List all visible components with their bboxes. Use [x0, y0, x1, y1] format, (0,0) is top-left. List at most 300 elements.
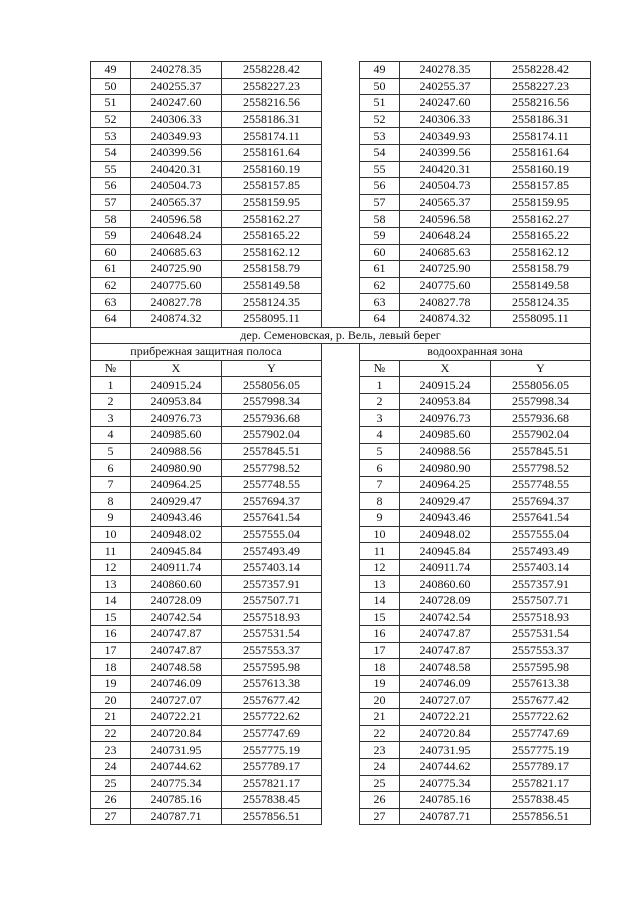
left-x-cell: 240948.02	[131, 526, 222, 543]
right-num-cell: 60	[360, 244, 400, 261]
left-y-cell: 2557821.17	[222, 775, 322, 792]
table-row	[91, 758, 591, 775]
right-num-cell: 10	[360, 526, 400, 543]
left-x-cell: 240648.24	[131, 227, 222, 244]
right-x-cell: 240747.87	[400, 626, 491, 643]
right-x-cell: 240747.87	[400, 642, 491, 659]
right-y-cell: 2558186.31	[491, 111, 591, 128]
left-num-cell: 15	[91, 609, 131, 626]
table-row	[91, 410, 591, 427]
right-x-cell: 240943.46	[400, 510, 491, 527]
table-row	[91, 178, 591, 195]
right-y-cell: 2557403.14	[491, 559, 591, 576]
column-gap	[322, 344, 360, 361]
right-y-cell: 2558124.35	[491, 294, 591, 311]
left-x-cell: 240727.07	[131, 692, 222, 709]
column-gap	[322, 178, 360, 195]
column-gap	[322, 194, 360, 211]
right-x-cell: 240720.84	[400, 725, 491, 742]
left-y-cell: 2557555.04	[222, 526, 322, 543]
left-y-cell: 2558095.11	[222, 310, 322, 327]
left-x-cell: 240728.09	[131, 593, 222, 610]
right-x-cell: 240976.73	[400, 410, 491, 427]
table-row	[91, 62, 591, 79]
column-gap	[322, 609, 360, 626]
left-y-cell: 2557748.55	[222, 476, 322, 493]
right-y-cell: 2557507.71	[491, 593, 591, 610]
left-num-cell: 2	[91, 393, 131, 410]
column-gap	[322, 244, 360, 261]
right-y-cell: 2558162.12	[491, 244, 591, 261]
table-row	[91, 792, 591, 809]
left-num-cell: 13	[91, 576, 131, 593]
right-x-cell: 240915.24	[400, 377, 491, 394]
left-x-cell: 240420.31	[131, 161, 222, 178]
section-title: дер. Семеновская, р. Вель, левый берег	[91, 327, 591, 344]
left-num-cell: 27	[91, 808, 131, 825]
left-y-cell: 2557694.37	[222, 493, 322, 510]
right-num-cell: 17	[360, 642, 400, 659]
right-x-cell: 240504.73	[400, 178, 491, 195]
left-y-cell: 2558228.42	[222, 62, 322, 79]
left-y-cell: 2558216.56	[222, 95, 322, 112]
right-y-cell: 2557748.55	[491, 476, 591, 493]
column-gap	[322, 725, 360, 742]
left-x-cell: 240731.95	[131, 742, 222, 759]
left-x-cell: 240929.47	[131, 493, 222, 510]
left-y-cell: 2558165.22	[222, 227, 322, 244]
left-y-cell: 2558174.11	[222, 128, 322, 145]
column-gap	[322, 161, 360, 178]
left-num-cell: 26	[91, 792, 131, 809]
column-gap	[322, 62, 360, 79]
left-y-cell: 2557677.42	[222, 692, 322, 709]
column-gap	[322, 742, 360, 759]
left-num-cell: 52	[91, 111, 131, 128]
left-x-cell: 240746.09	[131, 675, 222, 692]
right-y-cell: 2558162.27	[491, 211, 591, 228]
column-gap	[322, 808, 360, 825]
right-num-cell: 6	[360, 460, 400, 477]
left-x-cell: 240596.58	[131, 211, 222, 228]
right-col-y-header: Y	[491, 360, 591, 377]
left-y-cell: 2557747.69	[222, 725, 322, 742]
table-row	[91, 559, 591, 576]
table-row	[91, 294, 591, 311]
table-row	[91, 609, 591, 626]
left-x-cell: 240742.54	[131, 609, 222, 626]
left-num-cell: 17	[91, 642, 131, 659]
right-num-cell: 57	[360, 194, 400, 211]
section2-body	[91, 377, 591, 825]
right-y-cell: 2558095.11	[491, 310, 591, 327]
left-y-cell: 2557553.37	[222, 642, 322, 659]
left-x-cell: 240504.73	[131, 178, 222, 195]
right-x-cell: 240399.56	[400, 144, 491, 161]
right-x-cell: 240306.33	[400, 111, 491, 128]
column-gap	[322, 593, 360, 610]
left-y-cell: 2558186.31	[222, 111, 322, 128]
right-y-cell: 2557553.37	[491, 642, 591, 659]
column-gap	[322, 78, 360, 95]
left-num-cell: 60	[91, 244, 131, 261]
right-y-cell: 2557677.42	[491, 692, 591, 709]
left-num-cell: 51	[91, 95, 131, 112]
right-y-cell: 2557357.91	[491, 576, 591, 593]
right-num-cell: 25	[360, 775, 400, 792]
column-gap	[322, 111, 360, 128]
column-gap	[322, 775, 360, 792]
right-x-cell: 240911.74	[400, 559, 491, 576]
left-col-num-header: №	[91, 360, 131, 377]
left-x-cell: 240860.60	[131, 576, 222, 593]
left-x-cell: 240988.56	[131, 443, 222, 460]
left-x-cell: 240255.37	[131, 78, 222, 95]
table-row	[91, 393, 591, 410]
left-x-cell: 240306.33	[131, 111, 222, 128]
left-x-cell: 240945.84	[131, 543, 222, 560]
table-row	[91, 510, 591, 527]
right-x-cell: 240775.34	[400, 775, 491, 792]
right-x-cell: 240596.58	[400, 211, 491, 228]
column-gap	[322, 576, 360, 593]
column-gap	[322, 144, 360, 161]
table-row	[91, 211, 591, 228]
table-row	[91, 443, 591, 460]
left-y-cell: 2557775.19	[222, 742, 322, 759]
left-num-cell: 53	[91, 128, 131, 145]
left-x-cell: 240787.71	[131, 808, 222, 825]
left-num-cell: 50	[91, 78, 131, 95]
right-x-cell: 240964.25	[400, 476, 491, 493]
left-x-cell: 240725.90	[131, 261, 222, 278]
right-x-cell: 240775.60	[400, 277, 491, 294]
left-zone-heading: прибрежная защитная полоса	[91, 344, 322, 361]
table-row	[91, 593, 591, 610]
left-x-cell: 240911.74	[131, 559, 222, 576]
table-row	[91, 642, 591, 659]
right-num-cell: 3	[360, 410, 400, 427]
right-num-cell: 27	[360, 808, 400, 825]
left-num-cell: 11	[91, 543, 131, 560]
left-num-cell: 5	[91, 443, 131, 460]
left-y-cell: 2558149.58	[222, 277, 322, 294]
left-num-cell: 62	[91, 277, 131, 294]
left-num-cell: 49	[91, 62, 131, 79]
right-x-cell: 240725.90	[400, 261, 491, 278]
table-row	[91, 194, 591, 211]
right-y-cell: 2557641.54	[491, 510, 591, 527]
right-num-cell: 54	[360, 144, 400, 161]
left-y-cell: 2557403.14	[222, 559, 322, 576]
right-num-cell: 1	[360, 377, 400, 394]
left-y-cell: 2558227.23	[222, 78, 322, 95]
left-num-cell: 20	[91, 692, 131, 709]
left-x-cell: 240976.73	[131, 410, 222, 427]
right-x-cell: 240980.90	[400, 460, 491, 477]
left-num-cell: 16	[91, 626, 131, 643]
left-num-cell: 61	[91, 261, 131, 278]
left-num-cell: 22	[91, 725, 131, 742]
table-row	[91, 576, 591, 593]
left-num-cell: 9	[91, 510, 131, 527]
right-y-cell: 2557798.52	[491, 460, 591, 477]
left-y-cell: 2557507.71	[222, 593, 322, 610]
table-row	[91, 111, 591, 128]
right-num-cell: 23	[360, 742, 400, 759]
right-x-cell: 240860.60	[400, 576, 491, 593]
right-y-cell: 2557518.93	[491, 609, 591, 626]
column-gap	[322, 792, 360, 809]
left-y-cell: 2558157.85	[222, 178, 322, 195]
table-row	[91, 78, 591, 95]
left-num-cell: 57	[91, 194, 131, 211]
table-row	[91, 476, 591, 493]
coordinates-table	[90, 61, 591, 825]
right-y-cell: 2558228.42	[491, 62, 591, 79]
right-num-cell: 20	[360, 692, 400, 709]
right-y-cell: 2557838.45	[491, 792, 591, 809]
left-x-cell: 240980.90	[131, 460, 222, 477]
right-x-cell: 240742.54	[400, 609, 491, 626]
left-num-cell: 21	[91, 709, 131, 726]
left-y-cell: 2557493.49	[222, 543, 322, 560]
right-x-cell: 240929.47	[400, 493, 491, 510]
right-x-cell: 240945.84	[400, 543, 491, 560]
right-y-cell: 2557493.49	[491, 543, 591, 560]
left-y-cell: 2557998.34	[222, 393, 322, 410]
left-x-cell: 240964.25	[131, 476, 222, 493]
table-row	[91, 626, 591, 643]
right-num-cell: 2	[360, 393, 400, 410]
table-row	[91, 261, 591, 278]
table-row	[91, 725, 591, 742]
column-gap	[322, 377, 360, 394]
left-num-cell: 14	[91, 593, 131, 610]
right-y-cell: 2557694.37	[491, 493, 591, 510]
left-num-cell: 19	[91, 675, 131, 692]
right-x-cell: 240349.93	[400, 128, 491, 145]
left-y-cell: 2558158.79	[222, 261, 322, 278]
right-y-cell: 2557595.98	[491, 659, 591, 676]
left-x-cell: 240874.32	[131, 310, 222, 327]
left-x-cell: 240247.60	[131, 95, 222, 112]
column-gap	[322, 626, 360, 643]
right-y-cell: 2558165.22	[491, 227, 591, 244]
right-num-cell: 56	[360, 178, 400, 195]
left-num-cell: 54	[91, 144, 131, 161]
right-y-cell: 2558056.05	[491, 377, 591, 394]
column-gap	[322, 758, 360, 775]
left-x-cell: 240775.60	[131, 277, 222, 294]
right-x-cell: 240787.71	[400, 808, 491, 825]
right-num-cell: 51	[360, 95, 400, 112]
left-y-cell: 2557936.68	[222, 410, 322, 427]
column-gap	[322, 211, 360, 228]
right-x-cell: 240748.58	[400, 659, 491, 676]
right-num-cell: 19	[360, 675, 400, 692]
left-num-cell: 12	[91, 559, 131, 576]
right-zone-heading: водоохранная зона	[360, 344, 591, 361]
table-row	[91, 543, 591, 560]
right-x-cell: 240278.35	[400, 62, 491, 79]
left-x-cell: 240915.24	[131, 377, 222, 394]
right-x-cell: 240728.09	[400, 593, 491, 610]
left-num-cell: 3	[91, 410, 131, 427]
right-x-cell: 240746.09	[400, 675, 491, 692]
right-y-cell: 2557555.04	[491, 526, 591, 543]
table-row	[91, 742, 591, 759]
left-num-cell: 1	[91, 377, 131, 394]
left-num-cell: 59	[91, 227, 131, 244]
left-col-x-header: X	[131, 360, 222, 377]
table-row	[91, 675, 591, 692]
right-y-cell: 2557998.34	[491, 393, 591, 410]
column-gap	[322, 493, 360, 510]
column-gap	[322, 261, 360, 278]
column-gap	[322, 675, 360, 692]
table-row	[91, 659, 591, 676]
right-x-cell: 240948.02	[400, 526, 491, 543]
column-gap	[322, 227, 360, 244]
table-row	[91, 227, 591, 244]
right-x-cell: 240985.60	[400, 427, 491, 444]
right-y-cell: 2557789.17	[491, 758, 591, 775]
left-x-cell: 240747.87	[131, 626, 222, 643]
left-num-cell: 23	[91, 742, 131, 759]
column-gap	[322, 393, 360, 410]
table-row	[91, 161, 591, 178]
left-x-cell: 240685.63	[131, 244, 222, 261]
left-num-cell: 10	[91, 526, 131, 543]
left-y-cell: 2557798.52	[222, 460, 322, 477]
right-y-cell: 2558158.79	[491, 261, 591, 278]
right-y-cell: 2558149.58	[491, 277, 591, 294]
column-gap	[322, 642, 360, 659]
right-x-cell: 240731.95	[400, 742, 491, 759]
table-row	[91, 775, 591, 792]
left-y-cell: 2557838.45	[222, 792, 322, 809]
table-row	[91, 526, 591, 543]
left-y-cell: 2557518.93	[222, 609, 322, 626]
table-row	[91, 144, 591, 161]
right-num-cell: 9	[360, 510, 400, 527]
right-num-cell: 64	[360, 310, 400, 327]
left-num-cell: 4	[91, 427, 131, 444]
right-num-cell: 26	[360, 792, 400, 809]
right-x-cell: 240744.62	[400, 758, 491, 775]
right-num-cell: 49	[360, 62, 400, 79]
right-x-cell: 240420.31	[400, 161, 491, 178]
table-row	[91, 310, 591, 327]
right-y-cell: 2558161.64	[491, 144, 591, 161]
left-y-cell: 2557902.04	[222, 427, 322, 444]
right-y-cell: 2558227.23	[491, 78, 591, 95]
table-row	[91, 692, 591, 709]
right-y-cell: 2557845.51	[491, 443, 591, 460]
left-y-cell: 2558056.05	[222, 377, 322, 394]
right-num-cell: 15	[360, 609, 400, 626]
right-x-cell: 240827.78	[400, 294, 491, 311]
left-x-cell: 240953.84	[131, 393, 222, 410]
left-x-cell: 240943.46	[131, 510, 222, 527]
right-num-cell: 53	[360, 128, 400, 145]
left-y-cell: 2558161.64	[222, 144, 322, 161]
column-gap	[322, 510, 360, 527]
right-y-cell: 2557936.68	[491, 410, 591, 427]
left-x-cell: 240720.84	[131, 725, 222, 742]
table-row	[91, 460, 591, 477]
right-num-cell: 52	[360, 111, 400, 128]
left-num-cell: 25	[91, 775, 131, 792]
left-x-cell: 240747.87	[131, 642, 222, 659]
right-y-cell: 2557531.54	[491, 626, 591, 643]
table-row	[91, 244, 591, 261]
right-x-cell: 240988.56	[400, 443, 491, 460]
table-row	[91, 709, 591, 726]
column-gap	[322, 443, 360, 460]
right-num-cell: 8	[360, 493, 400, 510]
left-num-cell: 24	[91, 758, 131, 775]
left-y-cell: 2557789.17	[222, 758, 322, 775]
left-y-cell: 2557845.51	[222, 443, 322, 460]
column-gap	[322, 427, 360, 444]
column-gap	[322, 360, 360, 377]
right-num-cell: 55	[360, 161, 400, 178]
left-y-cell: 2558159.95	[222, 194, 322, 211]
column-gap	[322, 692, 360, 709]
left-x-cell: 240748.58	[131, 659, 222, 676]
right-num-cell: 18	[360, 659, 400, 676]
right-x-cell: 240648.24	[400, 227, 491, 244]
column-gap	[322, 543, 360, 560]
column-gap	[322, 709, 360, 726]
right-num-cell: 13	[360, 576, 400, 593]
left-y-cell: 2558162.27	[222, 211, 322, 228]
right-num-cell: 12	[360, 559, 400, 576]
left-y-cell: 2557641.54	[222, 510, 322, 527]
right-num-cell: 5	[360, 443, 400, 460]
right-y-cell: 2558157.85	[491, 178, 591, 195]
right-num-cell: 61	[360, 261, 400, 278]
column-gap	[322, 95, 360, 112]
right-x-cell: 240685.63	[400, 244, 491, 261]
right-num-cell: 7	[360, 476, 400, 493]
left-x-cell: 240565.37	[131, 194, 222, 211]
left-y-cell: 2558160.19	[222, 161, 322, 178]
right-num-cell: 22	[360, 725, 400, 742]
left-y-cell: 2557856.51	[222, 808, 322, 825]
left-y-cell: 2557595.98	[222, 659, 322, 676]
column-gap	[322, 294, 360, 311]
right-col-x-header: X	[400, 360, 491, 377]
right-x-cell: 240874.32	[400, 310, 491, 327]
left-num-cell: 8	[91, 493, 131, 510]
left-y-cell: 2557722.62	[222, 709, 322, 726]
column-gap	[322, 559, 360, 576]
right-x-cell: 240727.07	[400, 692, 491, 709]
left-y-cell: 2558124.35	[222, 294, 322, 311]
right-y-cell: 2557722.62	[491, 709, 591, 726]
right-num-cell: 50	[360, 78, 400, 95]
column-gap	[322, 476, 360, 493]
column-gap	[322, 526, 360, 543]
column-gap	[322, 410, 360, 427]
column-gap	[322, 128, 360, 145]
right-y-cell: 2557775.19	[491, 742, 591, 759]
right-y-cell: 2558216.56	[491, 95, 591, 112]
right-y-cell: 2558159.95	[491, 194, 591, 211]
